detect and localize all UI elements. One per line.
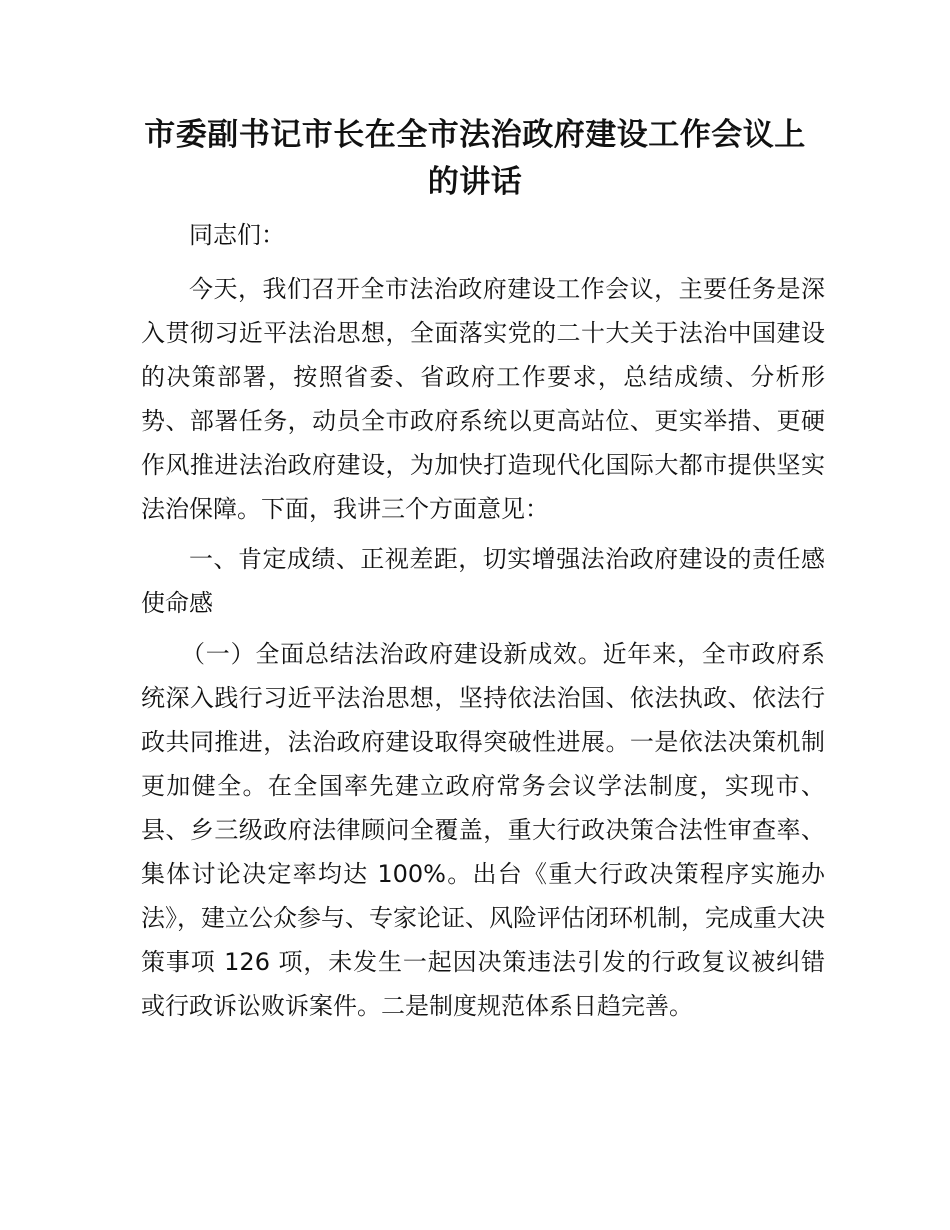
greeting-paragraph: 同志们： [189, 221, 285, 249]
document-title: 市委副书记市长在全市法治政府建设工作会议上的讲话 [144, 117, 806, 200]
section-heading-1: 一、肯定成绩、正视差距，切实增强法治政府建设的责任感使命感 [141, 545, 825, 617]
intro-paragraph: 今天，我们召开全市法治政府建设工作会议，主要任务是深入贯彻习近平法治思想，全面落实党的二十大关于法治中国建设的决策部署，按照省委、省政府工作要求，总结成绩、分析形势、部署任务，动员全市政府系统以更高站位、更实举措、更硬作风推进法治政府建设，为加快打造现代化国际大都市提供坚实法治保障。下面，我讲三个方面意见： [141, 275, 825, 523]
subsection-paragraph-1: （一）全面总结法治政府建设新成效。近年来，全市政府系统深入践行习近平法治思想，坚持依法治国、依法执政、依法行政共同推进，法治政府建设取得突破性进展。一是依法决策机制更加健全。在全国率先建立政府常务会议学法制度，实现市、县、乡三级政府法律顾问全覆盖，重大行政决策合法性审查率、集体讨论决定率均达 100%。出台《重大行政决策程序实施办法》，建立公众参与、专家论证、风险评估闭环机制，完成重大决策事项 126 项，未发生一起因决策违法引发的行政复议被纠错或行政诉讼败诉案件。二是制度规范体系日趋完善。 [141, 640, 825, 1020]
